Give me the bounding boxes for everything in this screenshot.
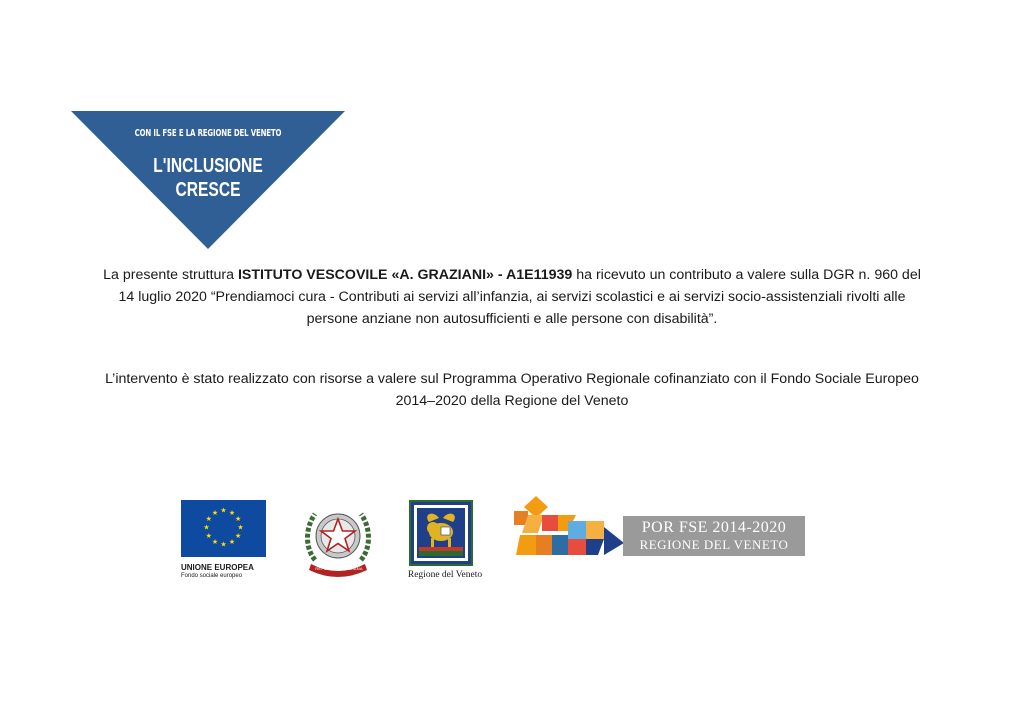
inclusione-badge	[71, 111, 345, 249]
notice-details: ha ricevuto un contributo a valere sulla DGR n. 960 del 14 luglio 2020 “Prendiamoci cura - Contributi ai servizi all’infanzia, ai servizi scolastici e ai servizi socio-assistenziali rivolti alle persone anziane non autosufficienti e alle persone con disabilità”.	[118, 267, 921, 327]
svg-text:★: ★	[228, 508, 236, 517]
eu-logo	[181, 500, 267, 579]
badge-headline-line1: L'INCLUSIONE	[153, 155, 263, 177]
svg-text:★: ★	[235, 532, 242, 540]
svg-text:★: ★	[205, 515, 212, 523]
eu-subtitle: Fondo sociale europeo	[181, 573, 243, 579]
por-program-name: POR FSE 2014-2020	[641, 519, 787, 536]
svg-text:★: ★	[235, 515, 242, 523]
badge-tagline: CON IL FSE E LA REGIONE DEL VENETO	[134, 128, 282, 139]
svg-text:★: ★	[205, 532, 212, 540]
funding-notice	[95, 264, 929, 330]
por-mosaic-icon	[512, 493, 624, 561]
badge-headline-line2: CRESCE	[175, 179, 241, 201]
svg-text:★: ★	[203, 523, 210, 532]
badge-headline	[101, 154, 315, 202]
veneto-name: Regione del Veneto	[407, 570, 483, 580]
svg-text:★: ★	[237, 523, 244, 532]
svg-text:★: ★	[220, 506, 227, 515]
italian-republic-emblem	[303, 500, 373, 578]
intervention-notice: L’intervento è stato realizzato con risorse a valere sul Programma Operativo Regionale cofinanziato con il Fondo Sociale Europeo 2014–2020 della Regione del Veneto	[105, 371, 919, 409]
lion-of-saint-mark-icon	[409, 500, 473, 566]
institution-name: ISTITUTO VESCOVILE «A. GRAZIANI» - A1E11939	[237, 267, 573, 283]
por-fse-label	[623, 516, 805, 556]
svg-text:★: ★	[220, 540, 227, 549]
notice-intro: La presente struttura	[103, 267, 238, 283]
eu-name: UNIONE EUROPEA	[181, 563, 254, 572]
eu-flag-icon	[181, 500, 266, 557]
svg-text:★: ★	[211, 508, 219, 517]
por-fse-logo	[512, 493, 812, 561]
svg-text:★: ★	[211, 538, 219, 547]
por-region-name: REGIONE DEL VENETO	[639, 537, 789, 552]
italy-ribbon-text: REPUBBLICA ITALIANA	[315, 566, 363, 571]
svg-text:★: ★	[228, 538, 236, 547]
